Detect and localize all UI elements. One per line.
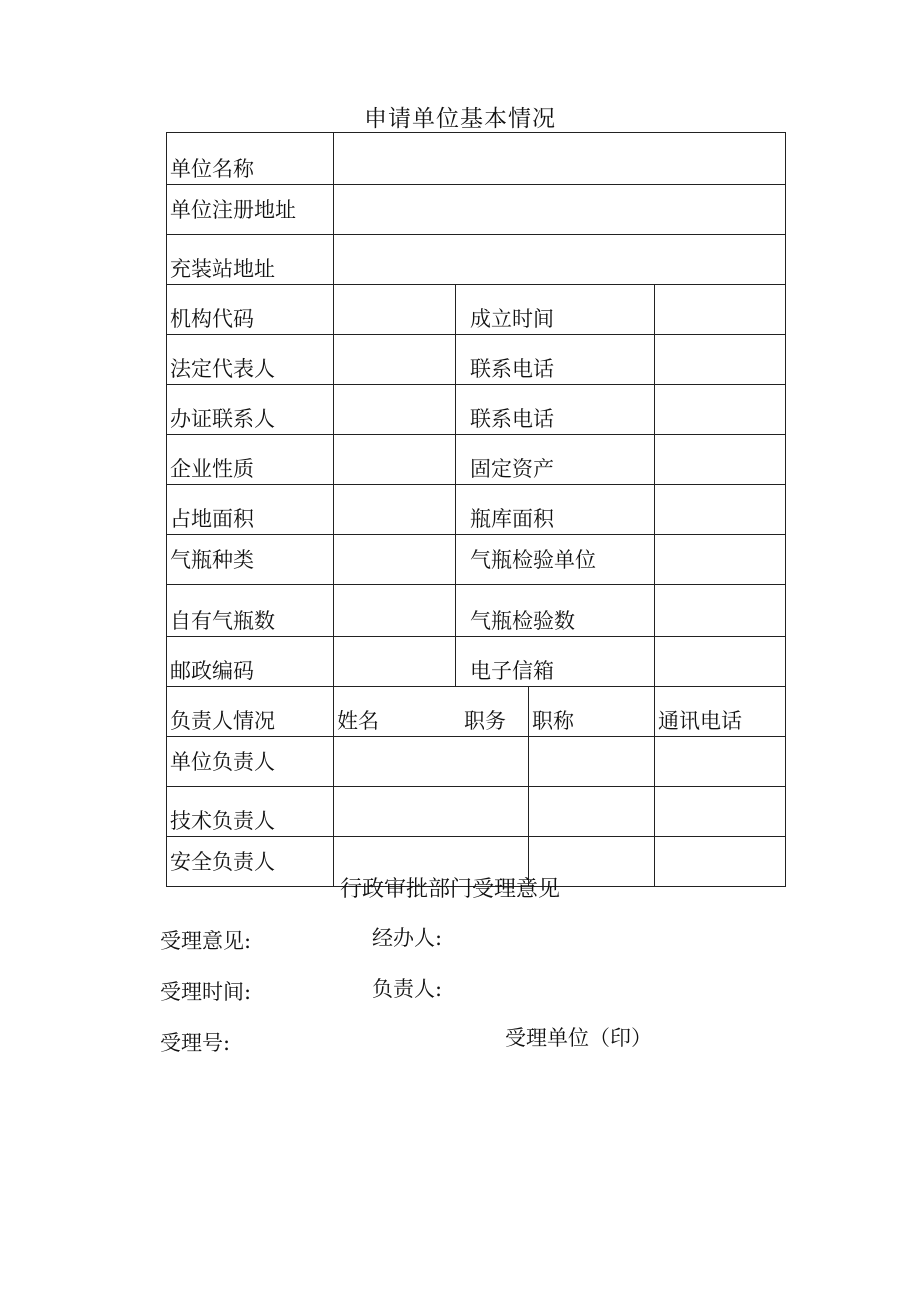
- responsible-label: 负责人:: [372, 977, 443, 1001]
- name-post-field[interactable]: [334, 737, 529, 787]
- name-post-field[interactable]: [334, 787, 529, 837]
- seal-unit-label: 受理单位（印）: [505, 1026, 652, 1050]
- row-label: 电子信箱: [456, 637, 655, 687]
- form-title: 申请单位基本情况: [364, 106, 556, 132]
- table-row: [167, 185, 786, 235]
- founding-date-field[interactable]: [655, 285, 786, 335]
- basic-info-table: [166, 132, 786, 887]
- row-label: 单位名称: [167, 133, 334, 185]
- table-row: [167, 235, 786, 285]
- row-label: 气瓶检验单位: [456, 535, 655, 585]
- row-label: 单位注册地址: [167, 185, 334, 235]
- row-label: 气瓶检验数: [456, 585, 655, 637]
- table-row: [167, 435, 786, 485]
- inspection-unit-field[interactable]: [655, 535, 786, 585]
- table-row: [167, 133, 786, 185]
- row-label: 占地面积: [167, 485, 334, 535]
- name-post-header: [334, 687, 529, 737]
- warehouse-area-field[interactable]: [655, 485, 786, 535]
- enterprise-type-field[interactable]: [334, 435, 456, 485]
- registered-address-field[interactable]: [334, 185, 786, 235]
- contact-phone-field[interactable]: [655, 335, 786, 385]
- cylinder-type-field[interactable]: [334, 535, 456, 585]
- title-field[interactable]: [529, 737, 655, 787]
- row-label: 联系电话: [456, 335, 655, 385]
- row-label: 负责人情况: [167, 687, 334, 737]
- table-row: [167, 385, 786, 435]
- person-header-row: [167, 687, 786, 737]
- post-header: 职务: [464, 709, 506, 733]
- row-label: 企业性质: [167, 435, 334, 485]
- land-area-field[interactable]: [334, 485, 456, 535]
- row-label: 固定资产: [456, 435, 655, 485]
- legal-rep-field[interactable]: [334, 335, 456, 385]
- row-label: 成立时间: [456, 285, 655, 335]
- email-field[interactable]: [655, 637, 786, 687]
- table-row: [167, 485, 786, 535]
- postal-code-field[interactable]: [334, 637, 456, 687]
- phone-field[interactable]: [655, 787, 786, 837]
- time-label: 受理时间:: [160, 980, 252, 1004]
- row-label: 单位负责人: [167, 737, 334, 787]
- table-row: [167, 335, 786, 385]
- row-label: 充装站地址: [167, 235, 334, 285]
- number-label: 受理号:: [160, 1031, 231, 1055]
- unit-name-field[interactable]: [334, 133, 786, 185]
- row-label: 法定代表人: [167, 335, 334, 385]
- row-label: 联系电话: [456, 385, 655, 435]
- approval-heading: 行政审批部门受理意见: [339, 877, 560, 902]
- table-row: [167, 285, 786, 335]
- opinion-label: 受理意见:: [160, 929, 252, 953]
- org-code-field[interactable]: [334, 285, 456, 335]
- table-row: [167, 585, 786, 637]
- own-cylinders-field[interactable]: [334, 585, 456, 637]
- table-row: [167, 737, 786, 787]
- table-row: [167, 787, 786, 837]
- row-label: 安全负责人: [167, 837, 334, 887]
- row-label: 气瓶种类: [167, 535, 334, 585]
- phone-header: 通讯电话: [655, 687, 786, 737]
- row-label: 机构代码: [167, 285, 334, 335]
- title-header: 职称: [529, 687, 655, 737]
- table-row: [167, 535, 786, 585]
- table-row: [167, 637, 786, 687]
- name-header: 姓名: [337, 709, 379, 733]
- row-label: 技术负责人: [167, 787, 334, 837]
- title-field[interactable]: [529, 787, 655, 837]
- row-label: 邮政编码: [167, 637, 334, 687]
- row-label: 瓶库面积: [456, 485, 655, 535]
- contact-person-field[interactable]: [334, 385, 456, 435]
- phone-field[interactable]: [655, 737, 786, 787]
- station-address-field[interactable]: [334, 235, 786, 285]
- handler-label: 经办人:: [372, 926, 443, 950]
- contact-person-phone-field[interactable]: [655, 385, 786, 435]
- row-label: 办证联系人: [167, 385, 334, 435]
- fixed-assets-field[interactable]: [655, 435, 786, 485]
- row-label: 自有气瓶数: [167, 585, 334, 637]
- inspected-count-field[interactable]: [655, 585, 786, 637]
